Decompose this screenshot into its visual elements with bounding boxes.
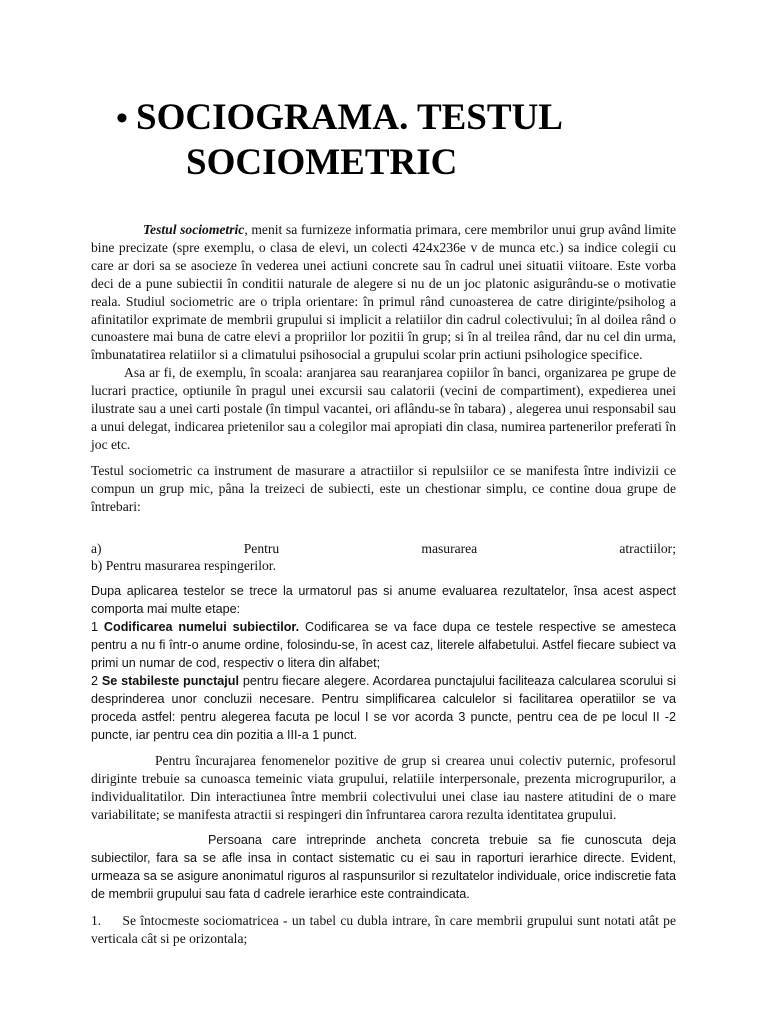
evaluation-intro: Dupa aplicarea testelor se trece la urmatorul pas si anume evaluarea rezultatelor, însa acest aspect comporta mai multe etape: [91,584,676,617]
step-2-number: 2 [91,673,102,688]
title-line-1: SOCIOGRAMA. TESTUL [136,97,563,138]
paragraph-encouragement: Pentru încurajarea fenomenelor pozitive de grup si crearea unui colectiv puternic, profesorul diriginte trebuie sa cunoasca temeinic viata grupului, relatiile interpersonale, prezenta microgrupurilor, a individualitatilor. Din interactiunea între membrii colectivului unei clase iau nastere atitudini de o mare variabilitate; se manifesta atractii si respingeri din înfruntarea carora rezulta identitatea grupului. [91,753,676,823]
title-line-2: SOCIOMETRIC [186,142,458,183]
step-2-text: pentru fiecare alegere. Acordarea punctajului faciliteaza calcularea scorului si desprinderea unor concluzii necesare. Pentru simplificarea calculelor si facilitarea operatiilor se va proceda astfel: pentru alegerea facuta pe locul I se vor acorda 3 puncte, pentru cea de pe locul II -2 puncte, iar pentru cea din pozitia a III-a 1 punct. [91,673,676,742]
step-1-number: 1 [91,620,104,635]
list-item-b: b) Pentru masurarea respingerilor. [91,558,276,574]
step-1-heading: Codificarea numelui subiectilor. [103,620,300,635]
document-title [116,96,716,185]
term-testul-sociometric: Testul sociometric [143,222,245,237]
paragraph-investigator: Persoana care intreprinde ancheta concreta trebuie sa fie cunoscuta deja subiectilor, fara sa se afle insa in contact sistematic cu ei sau in raporturi ierarhice directe. Evident, urmeaza sa se asigure anonimatul riguros al raspunsurilor si rezultatelor individuale, orice indiscretie fata de membrii grupului sau fata d cadrele ierarhice este contraindicata. [91,833,676,901]
title-bullet: • [116,100,128,137]
paragraph-evaluation [91,583,676,744]
document-body [91,221,676,948]
paragraph-intro-text: , menit sa furnizeze informatia primara, cere membrilor unui grup având limite bine precizate (spre exemplu, o clasa de elevi, un colecti 424x236e v de munca etc.) sa indice colegii cu care ar dori sa se asocieze în vederea unei actiuni concrete sau în cadrul unei situatii viitoare. Este vorba deci de a pune subiectii în conditii naturale de alegere si nu de un joc platonic asigurându-se o motivatie reala. Studiul sociometric are o tripla orientare: în primul rând cunoasterea de catre diriginte/psiholog a afinitatilor exprimate de membrii grupului si implicit a relatiilor din cadrul colectivului; în al doilea rând o cunoastere mai buna de catre elevi a propriilor lor pozitii în grup; si în al treilea rând, dar nu cel din urma, îmbunatatirea relatiilor si a climatului psihosocial a grupului scolar prin actiuni psihologice specifice. [91,222,676,363]
paragraph-definition: Testul sociometric ca instrument de masurare a atractiilor si repulsiilor ce se manifesta între indivizii ce compun un grup mic, pâna la treizeci de subiecti, este un chestionar simplu, ce contine doua grupe de întrebari: [91,462,676,514]
paragraph-examples: Asa ar fi, de exemplu, în scoala: aranjarea sau rearanjarea copiilor în banci, organizarea pe grupe de lucrari practice, optiunile în pragul unei excursii sau calatorii (vecini de compartiment), expedierea unei ilustrate sau a unei carti postale (în timpul vacantei, ori aflându-se în tabara) , alegerea unui responsabil sau a unui delegat, indicarea prietenilor sau a colegilor mai apropiati din clasa, numirea partenerilor preferati în joc etc. [91,365,676,452]
step-1-text: Codificarea se va face dupa ce testele respective se amesteca pentru a nu fi într-o anume ordine, folosindu-se, în acest caz, literele alfabetului. Astfel fiecare subiect va primi un numar de cod, respectiv o litera din alfabet; [91,620,676,670]
step-2-heading: Se stabileste punctajul [101,673,239,688]
paragraph-intro [91,221,676,364]
list-item-a: a) Pentru masurarea atractiilor; [91,540,676,556]
paragraph-sociomatrix: 1. Se întocmeste sociomatricea - un tabel cu dubla intrare, în care membrii grupului sunt notati atât pe verticala cât si pe orizontala; [91,912,676,946]
